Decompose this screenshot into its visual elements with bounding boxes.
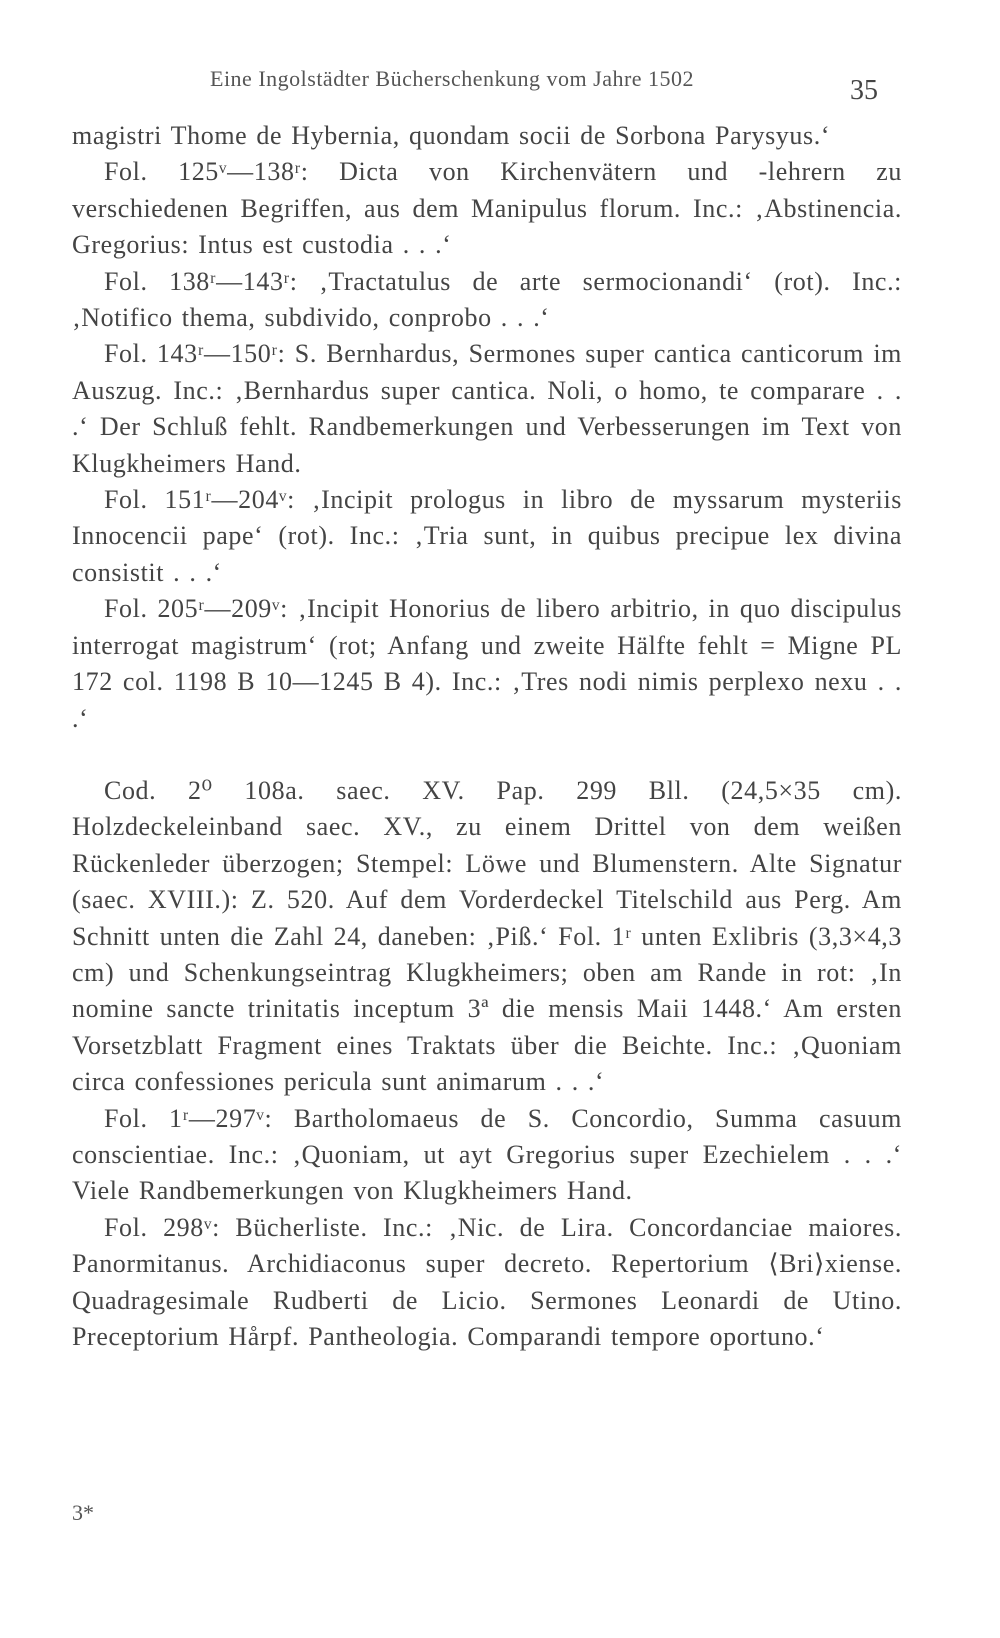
signature-mark: 3* xyxy=(72,1500,94,1525)
running-header: Eine Ingolstädter Bücherschenkung vom Jahre 1502 xyxy=(210,66,695,91)
paragraph: Fol. 151ʳ—204ᵛ: ‚Incipit prologus in libro de myssarum mysteriis Innocencii pape‘ (rot). Inc.: ‚Tria sunt, in quibus precipue lex divina consistit . . .‘ xyxy=(72,485,902,587)
paragraph: Fol. 205ʳ—209ᵛ: ‚Incipit Honorius de libero arbitrio, in quo discipulus interrogat magistrum‘ (rot; Anfang und zweite Hälfte fehlt = Migne PL 172 col. 1198 B 10—1245 B 4). Inc.: ‚Tres nodi nimis perplexo nexu . . .‘ xyxy=(72,594,902,733)
paragraph: Fol. 1ʳ—297ᵛ: Bartholomaeus de S. Concordio, Summa casuum conscientiae. Inc.: ‚Quoniam, ut ayt Gregorius super Ezechielem . . .‘ Viele Randbemerkungen von Klugkheimers Hand. xyxy=(72,1103,902,1206)
paragraph: magistri Thome de Hybernia, quondam socii de Sorbona Parysyus.‘ xyxy=(72,121,831,150)
paragraph: Fol. 125ᵛ—138ʳ: Dicta von Kirchenvätern und -lehrern zu verschiedenen Begriffen, aus dem Manipulus florum. Inc.: ‚Abstinencia. Gregorius: Intus est custodia . . .‘ xyxy=(72,157,902,260)
main-text xyxy=(72,118,902,1355)
paragraph: Fol. 138ʳ—143ʳ: ‚Tractatulus de arte sermocionandi‘ (rot). Inc.: ‚Notifico thema, subdivido, conprobo . . .‘ xyxy=(72,266,902,333)
paragraph: Fol. 143ʳ—150ʳ: S. Bernhardus, Sermones super cantica canticorum im Auszug. Inc.: ‚Bernhardus super cantica. Noli, o homo, te comparare . . .‘ Der Schluß fehlt. Randbemerkungen und Verbesserungen im Text von Klugkheimers Hand. xyxy=(72,339,902,478)
page-number: 35 xyxy=(850,75,878,106)
codex-description: Cod. 2⁰ 108a. saec. XV. Pap. 299 Bll. (24,5×35 cm). Holzdeckeleinband saec. XV., zu einem Drittel von dem weißen Rückenleder überzogen; Stempel: Löwe und Blumenstern. Alte Signatur (saec. XVIII.): Z. 520. Auf dem Vorderdeckel Titelschild aus Perg. Am Schnitt unten die Zahl 24, daneben: ‚Piß.‘ Fol. 1ʳ unten Exlibris (3,3×4,3 cm) und Schenkungseintrag Klugkheimers; oben am Rande in rot: ‚In nomine sancte trinitatis inceptum 3ª die mensis Maii 1448.‘ Am ersten Vorsetzblatt Fragment eines Traktats über die Beichte. Inc.: ‚Quoniam circa confessiones pericula sunt animarum . . .‘ xyxy=(72,775,902,1097)
paragraph: Fol. 298ᵛ: Bücherliste. Inc.: ‚Nic. de Lira. Concordanciae maiores. Panormitanus. Archidiaconus super decreto. Repertorium ⟨Bri⟩xiense. Quadragesimale Rudberti de Licio. Sermones Leonardi de Utino. Preceptorium Hårpf. Pantheologia. Comparandi tempore oportuno.‘ xyxy=(72,1212,902,1351)
